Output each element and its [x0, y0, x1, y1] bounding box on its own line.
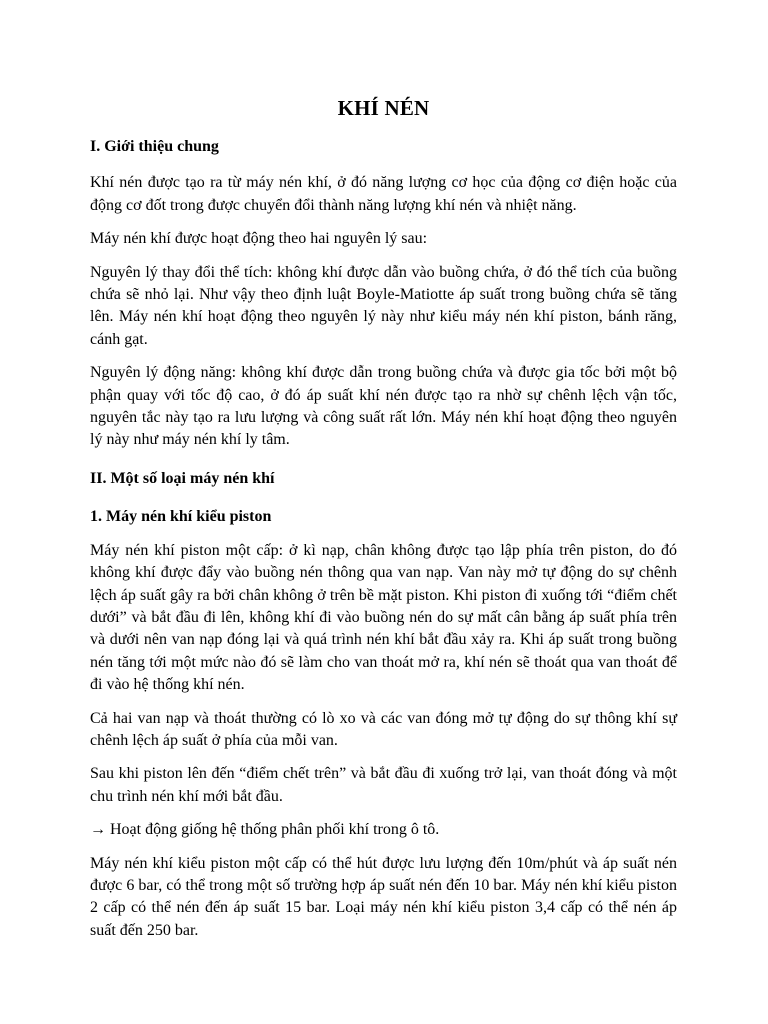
paragraph: Nguyên lý thay đổi thể tích: không khí được dẫn vào buồng chứa, ở đó thể tích của buồng chứa sẽ nhỏ lại. Như vậy theo định luật Boyle-Matiotte áp suất trong buồng chứa sẽ tăng lên. Máy nén khí hoạt động theo nguyên lý này như kiểu máy nén khí piston, bánh răng, cánh gạt. — [90, 263, 677, 348]
subsection-heading-piston: 1. Máy nén khí kiểu piston — [90, 508, 272, 526]
document-page — [90, 0, 677, 942]
section-heading-intro: I. Giới thiệu chung — [90, 138, 219, 155]
paragraph: Sau khi piston lên đến “điểm chết trên” và bắt đầu đi xuống trở lại, van thoát đóng và một chu trình nén khí mới bắt đầu. — [90, 765, 677, 805]
arrow-note-text: Hoạt động giống hệ thống phân phối khí trong ô tô. — [110, 821, 440, 839]
paragraph: Nguyên lý động năng: không khí được dẫn trong buồng chứa và được gia tốc bởi một bộ phận quay với tốc độ cao, ở đó áp suất khí nén được tạo ra nhờ sự chênh lệch vận tốc, nguyên tắc này tạo ra lưu lượng và công suất rất lớn. Máy nén khí hoạt động theo nguyên lý này như máy nén khí ly tâm. — [90, 364, 677, 449]
arrow-right-icon: → — [90, 821, 106, 839]
paragraph: Khí nén được tạo ra từ máy nén khí, ở đó năng lượng cơ học của động cơ điện hoặc của động cơ đốt trong được chuyển đổi thành năng lượng khí nén và nhiệt năng. — [90, 174, 677, 214]
paragraph: Cả hai van nạp và thoát thường có lò xo và các van đóng mở tự động do sự thông khí sự chênh lệch áp suất ở phía của mỗi van. — [90, 709, 677, 749]
section-heading-types: II. Một số loại máy nén khí — [90, 469, 275, 487]
paragraph: Máy nén khí kiểu piston một cấp có thể hút được lưu lượng đến 10m/phút và áp suất nén được 6 bar, có thể trong một số trường hợp áp suất nén đến 10 bar. Máy nén khí kiểu piston 2 cấp có thể nén đến áp suất 15 bar. Loại máy nén khí kiểu piston 3,4 cấp có thể nén áp suất đến 250 bar. — [90, 854, 677, 939]
document-title: KHÍ NÉN — [337, 96, 430, 120]
paragraph: Máy nén khí piston một cấp: ở kì nạp, chân không được tạo lập phía trên piston, do đó không khí được đẩy vào buồng nén thông qua van nạp. Van này mở tự động do sự chênh lệch áp suất gây ra bởi chân không ở trên bề mặt piston. Khi piston đi xuống tới “điểm chết dưới” và bắt đầu đi lên, không khí đi vào buồng nén do sự mất cân bằng áp suất phía trên và dưới nên van nạp đóng lại và quá trình nén khí bắt đầu xảy ra. Khi áp suất trong buồng nén tăng tới một mức nào đó sẽ làm cho van thoát mở ra, khí nén sẽ thoát qua van thoát để đi vào hệ thống khí nén. — [90, 541, 677, 694]
paragraph: Máy nén khí được hoạt động theo hai nguyên lý sau: — [90, 230, 428, 248]
arrow-note — [90, 819, 677, 841]
